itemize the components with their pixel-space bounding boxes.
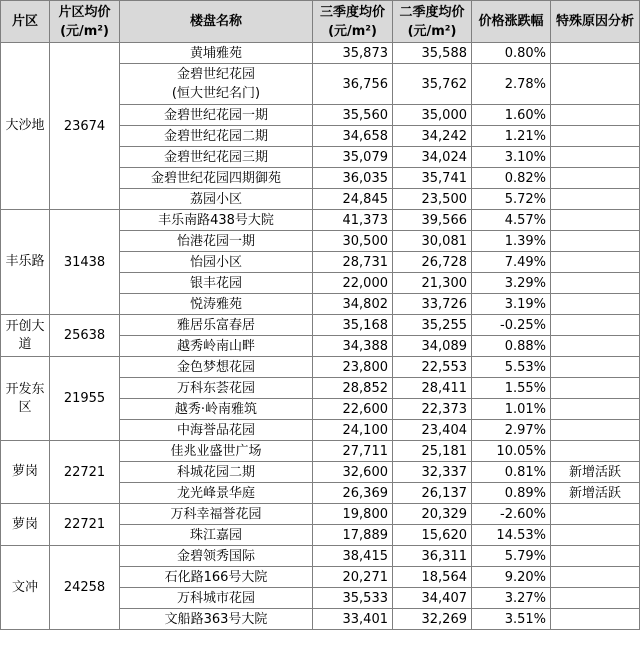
district-cell: 开创大道 — [1, 315, 50, 357]
change-cell: 7.49% — [472, 252, 551, 273]
change-cell: 9.20% — [472, 567, 551, 588]
q2-price-cell: 21,300 — [393, 273, 472, 294]
header-q3-unit: (元/m²) — [328, 23, 377, 39]
reason-cell — [551, 546, 640, 567]
project-name-cell: 悦涛雅苑 — [120, 294, 313, 315]
change-cell: 5.53% — [472, 357, 551, 378]
reason-cell: 新增活跃 — [551, 483, 640, 504]
header-district: 片区 — [1, 1, 50, 43]
header-reason: 特殊原因分析 — [551, 1, 640, 43]
q2-price-cell: 23,404 — [393, 420, 472, 441]
district-avg-cell: 22721 — [50, 441, 120, 504]
reason-cell — [551, 399, 640, 420]
change-cell: 0.80% — [472, 43, 551, 64]
change-cell: 3.27% — [472, 588, 551, 609]
q2-price-cell: 35,000 — [393, 105, 472, 126]
q2-price-cell: 34,024 — [393, 147, 472, 168]
reason-cell — [551, 336, 640, 357]
project-name-cell: 怡园小区 — [120, 252, 313, 273]
project-name-cell: 佳兆业盛世广场 — [120, 441, 313, 462]
q2-price-cell: 34,242 — [393, 126, 472, 147]
q3-price-cell: 41,373 — [313, 210, 393, 231]
q3-price-cell: 38,415 — [313, 546, 393, 567]
district-avg-cell: 23674 — [50, 43, 120, 210]
q2-price-cell: 28,411 — [393, 378, 472, 399]
change-cell: 0.82% — [472, 168, 551, 189]
q3-price-cell: 26,369 — [313, 483, 393, 504]
project-name-cell: 万科幸福誉花园 — [120, 504, 313, 525]
q2-price-cell: 23,500 — [393, 189, 472, 210]
q2-price-cell: 35,762 — [393, 64, 472, 105]
district-cell: 萝岗 — [1, 441, 50, 504]
change-cell: 0.88% — [472, 336, 551, 357]
reason-cell — [551, 105, 640, 126]
change-cell: 1.01% — [472, 399, 551, 420]
project-name-cell: 石化路166号大院 — [120, 567, 313, 588]
header-district-avg-title: 片区均价 — [58, 4, 111, 20]
q3-price-cell: 28,731 — [313, 252, 393, 273]
change-cell: -2.60% — [472, 504, 551, 525]
project-name-cell: 怡港花园一期 — [120, 231, 313, 252]
reason-cell: 新增活跃 — [551, 462, 640, 483]
project-name-cell: 金碧世纪花园三期 — [120, 147, 313, 168]
q2-price-cell: 15,620 — [393, 525, 472, 546]
change-cell: 2.78% — [472, 64, 551, 105]
q3-price-cell: 36,756 — [313, 64, 393, 105]
q2-price-cell: 26,137 — [393, 483, 472, 504]
table-row — [1, 210, 640, 231]
q2-price-cell: 34,407 — [393, 588, 472, 609]
change-cell: 1.55% — [472, 378, 551, 399]
change-cell: 1.39% — [472, 231, 551, 252]
reason-cell — [551, 273, 640, 294]
q3-price-cell: 34,658 — [313, 126, 393, 147]
district-cell: 丰乐路 — [1, 210, 50, 315]
change-cell: 3.29% — [472, 273, 551, 294]
header-district-avg-unit: (元/m²) — [60, 23, 109, 39]
district-avg-cell: 22721 — [50, 504, 120, 546]
change-cell: 5.72% — [472, 189, 551, 210]
project-name-cell: 中海誉品花园 — [120, 420, 313, 441]
q3-price-cell: 35,560 — [313, 105, 393, 126]
reason-cell — [551, 252, 640, 273]
q2-price-cell: 26,728 — [393, 252, 472, 273]
change-cell: 2.97% — [472, 420, 551, 441]
project-name-cell: 万科城市花园 — [120, 588, 313, 609]
reason-cell — [551, 588, 640, 609]
project-name-cell: 黄埔雅苑 — [120, 43, 313, 64]
project-name-cell: 荔园小区 — [120, 189, 313, 210]
table-row — [1, 357, 640, 378]
project-name-cell: 珠江嘉园 — [120, 525, 313, 546]
district-cell: 文冲 — [1, 546, 50, 630]
reason-cell — [551, 43, 640, 64]
project-name-cell: 越秀岭南山畔 — [120, 336, 313, 357]
reason-cell — [551, 567, 640, 588]
q3-price-cell: 28,852 — [313, 378, 393, 399]
q2-price-cell: 30,081 — [393, 231, 472, 252]
header-q3 — [313, 1, 393, 43]
change-cell: 5.79% — [472, 546, 551, 567]
reason-cell — [551, 147, 640, 168]
q2-price-cell: 32,337 — [393, 462, 472, 483]
q2-price-cell: 18,564 — [393, 567, 472, 588]
table-body — [1, 43, 640, 630]
header-q2-unit: (元/m²) — [407, 23, 457, 39]
project-name-cell: 金碧世纪花园二期 — [120, 126, 313, 147]
q3-price-cell: 34,388 — [313, 336, 393, 357]
reason-cell — [551, 210, 640, 231]
project-name-cell: 金碧世纪花园一期 — [120, 105, 313, 126]
q3-price-cell: 35,873 — [313, 43, 393, 64]
project-name-cell: 金碧世纪花园 (恒大世纪名门) — [120, 64, 313, 105]
change-cell: 3.10% — [472, 147, 551, 168]
q3-price-cell: 24,100 — [313, 420, 393, 441]
q2-price-cell: 25,181 — [393, 441, 472, 462]
reason-cell — [551, 231, 640, 252]
change-cell: 14.53% — [472, 525, 551, 546]
q2-price-cell: 34,089 — [393, 336, 472, 357]
project-name-cell: 越秀·岭南雅筑 — [120, 399, 313, 420]
project-name-cell: 科城花园二期 — [120, 462, 313, 483]
q2-price-cell: 35,588 — [393, 43, 472, 64]
reason-cell — [551, 504, 640, 525]
district-avg-cell: 21955 — [50, 357, 120, 441]
change-cell: 0.89% — [472, 483, 551, 504]
project-name-cell: 万科东荟花园 — [120, 378, 313, 399]
q3-price-cell: 20,271 — [313, 567, 393, 588]
change-cell: -0.25% — [472, 315, 551, 336]
reason-cell — [551, 525, 640, 546]
q2-price-cell: 36,311 — [393, 546, 472, 567]
district-cell: 大沙地 — [1, 43, 50, 210]
q3-price-cell: 34,802 — [313, 294, 393, 315]
change-cell: 1.21% — [472, 126, 551, 147]
project-name-cell: 龙光峰景华庭 — [120, 483, 313, 504]
q3-price-cell: 35,079 — [313, 147, 393, 168]
q3-price-cell: 33,401 — [313, 609, 393, 630]
table-row — [1, 43, 640, 64]
project-name-cell: 文船路363号大院 — [120, 609, 313, 630]
reason-cell — [551, 357, 640, 378]
q2-price-cell: 32,269 — [393, 609, 472, 630]
project-name-cell: 丰乐南路438号大院 — [120, 210, 313, 231]
change-cell: 3.51% — [472, 609, 551, 630]
table-header — [1, 1, 640, 43]
header-q2 — [393, 1, 472, 43]
table-row — [1, 441, 640, 462]
q2-price-cell: 22,553 — [393, 357, 472, 378]
q3-price-cell: 22,000 — [313, 273, 393, 294]
q3-price-cell: 35,168 — [313, 315, 393, 336]
reason-cell — [551, 294, 640, 315]
header-q2-title: 二季度均价 — [399, 4, 465, 20]
header-district-avg — [50, 1, 120, 43]
district-avg-cell: 31438 — [50, 210, 120, 315]
change-cell: 10.05% — [472, 441, 551, 462]
q3-price-cell: 19,800 — [313, 504, 393, 525]
reason-cell — [551, 64, 640, 105]
change-cell: 3.19% — [472, 294, 551, 315]
q2-price-cell: 22,373 — [393, 399, 472, 420]
reason-cell — [551, 441, 640, 462]
q3-price-cell: 35,533 — [313, 588, 393, 609]
project-name-cell: 金碧世纪花园四期御苑 — [120, 168, 313, 189]
reason-cell — [551, 609, 640, 630]
q2-price-cell: 35,741 — [393, 168, 472, 189]
district-cell: 开发东区 — [1, 357, 50, 441]
district-cell: 萝岗 — [1, 504, 50, 546]
project-name-cell: 银丰花园 — [120, 273, 313, 294]
project-name-cell: 雅居乐富春居 — [120, 315, 313, 336]
header-row — [1, 1, 640, 43]
reason-cell — [551, 420, 640, 441]
q2-price-cell: 35,255 — [393, 315, 472, 336]
change-cell: 1.60% — [472, 105, 551, 126]
reason-cell — [551, 378, 640, 399]
q3-price-cell: 30,500 — [313, 231, 393, 252]
project-name-cell: 金色梦想花园 — [120, 357, 313, 378]
q3-price-cell: 17,889 — [313, 525, 393, 546]
q3-price-cell: 27,711 — [313, 441, 393, 462]
reason-cell — [551, 315, 640, 336]
q2-price-cell: 33,726 — [393, 294, 472, 315]
q3-price-cell: 36,035 — [313, 168, 393, 189]
reason-cell — [551, 189, 640, 210]
q3-price-cell: 22,600 — [313, 399, 393, 420]
project-name-cell: 金碧领秀国际 — [120, 546, 313, 567]
table-row — [1, 546, 640, 567]
reason-cell — [551, 126, 640, 147]
header-q3-title: 三季度均价 — [319, 4, 385, 20]
header-change: 价格涨跌幅 — [472, 1, 551, 43]
q3-price-cell: 23,800 — [313, 357, 393, 378]
q2-price-cell: 39,566 — [393, 210, 472, 231]
q2-price-cell: 20,329 — [393, 504, 472, 525]
reason-cell — [551, 168, 640, 189]
table-row — [1, 315, 640, 336]
district-avg-cell: 25638 — [50, 315, 120, 357]
q3-price-cell: 32,600 — [313, 462, 393, 483]
table-row — [1, 504, 640, 525]
q3-price-cell: 24,845 — [313, 189, 393, 210]
change-cell: 4.57% — [472, 210, 551, 231]
change-cell: 0.81% — [472, 462, 551, 483]
district-avg-cell: 24258 — [50, 546, 120, 630]
header-project: 楼盘名称 — [120, 1, 313, 43]
